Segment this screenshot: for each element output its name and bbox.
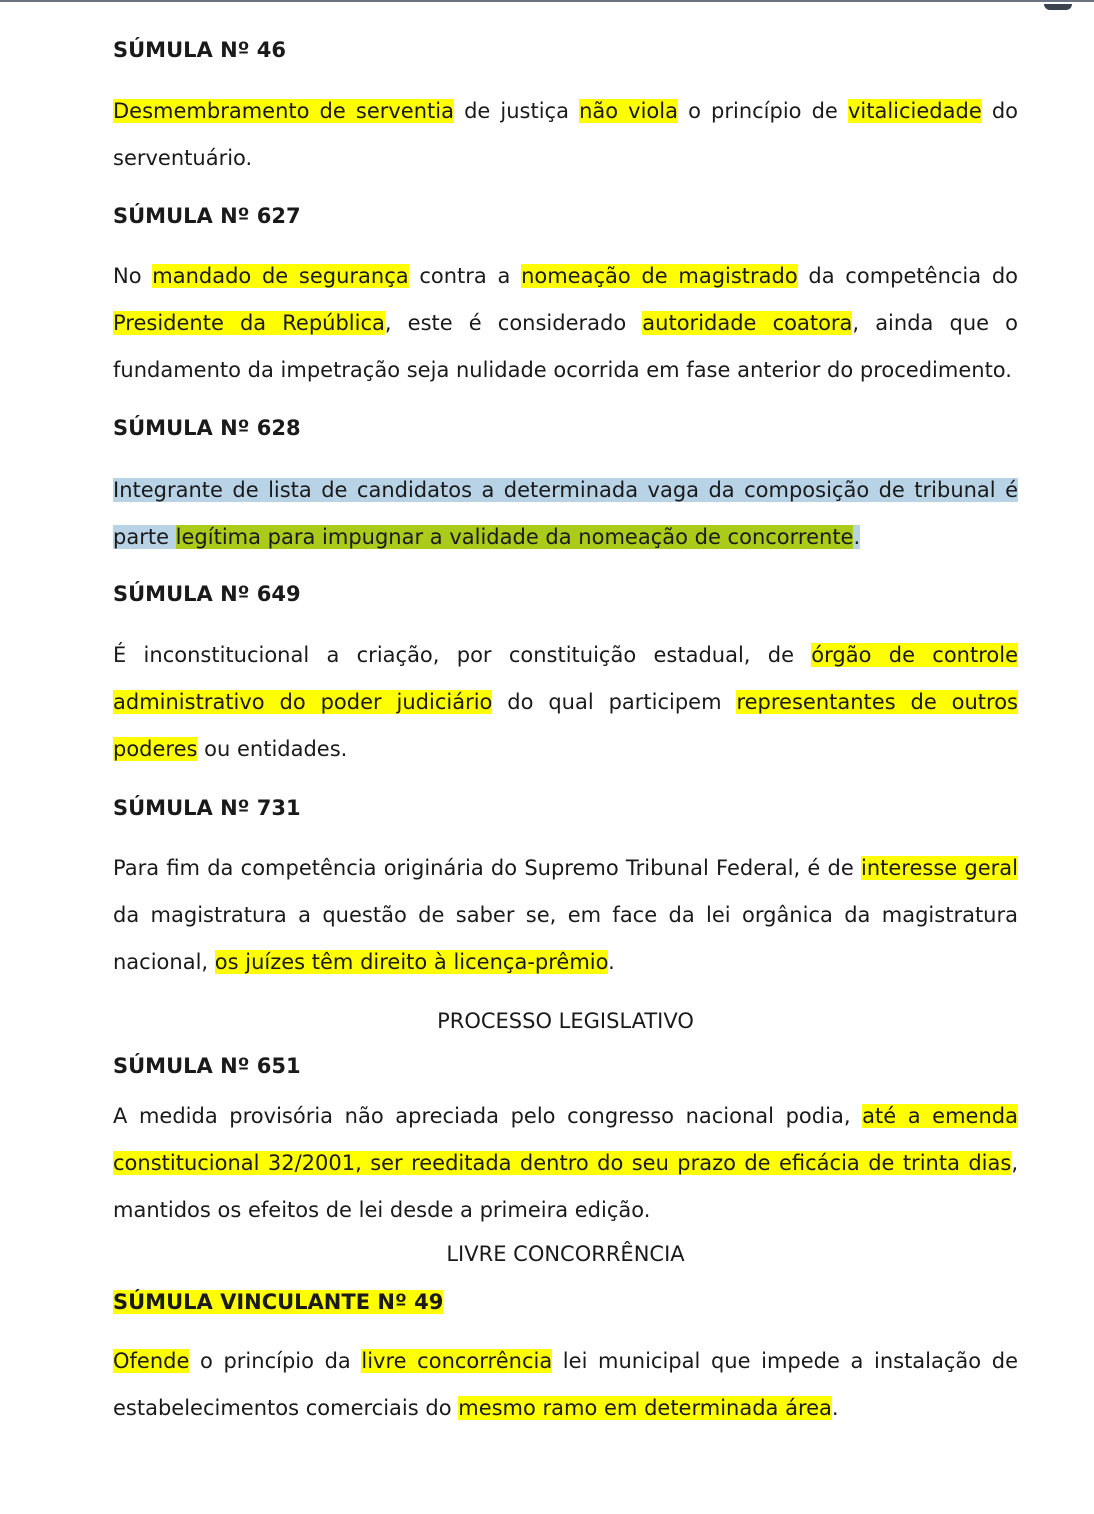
text-run: No [113,264,153,288]
text-sumula-731 [113,845,1018,986]
text-run: . [831,1396,839,1420]
text-run: contra a [408,264,522,288]
highlighted-text: Integrante de lista de candidatos a determinada vaga da composição de tribunal é parte [113,478,1018,549]
text-run: da magistratura a questão de saber se, em face da lei orgânica da magistratura nacional, [113,903,1018,974]
heading-sumula-651: SÚMULA Nº 651 [113,1054,301,1078]
heading-sumula-46: SÚMULA Nº 46 [113,38,287,62]
highlighted-text: representantes de outros poderes [113,690,1018,761]
highlighted-text: interesse geral [860,856,1018,880]
highlighted-text: autoridade coatora [642,311,853,335]
heading-sumula-731: SÚMULA Nº 731 [113,796,301,820]
text-run: lei municipal que impede a instalação de estabelecimentos comerciais do [113,1349,1018,1420]
text-run: o princípio de [678,99,848,123]
highlighted-text: Desmembramento de serventia [113,99,454,123]
corner-scroll-icon [1044,4,1072,10]
text-run: , mantidos os efeitos de lei desde a primeira edição. [113,1151,1018,1222]
highlighted-text: os juízes têm direito à licença-prêmio [214,950,609,974]
window-top-border [0,0,1094,2]
text-run: de justiça [453,99,580,123]
highlighted-text: órgão de controle administrativo do poder judiciário [113,643,1018,714]
highlighted-text: . [853,525,861,549]
text-sumula-vinculante-49 [113,1338,1018,1432]
highlighted-text: mandado de segurança [152,264,409,288]
text-run: da competência do [797,264,1018,288]
highlighted-text: nomeação de magistrado [521,264,798,288]
highlighted-text: Presidente da República [113,311,385,335]
text-run: do serventuário. [113,99,1019,170]
text-sumula-627 [113,253,1018,394]
highlighted-text: Ofende [113,1349,190,1373]
text-sumula-649 [113,632,1018,773]
heading-sumula-627: SÚMULA Nº 627 [113,204,301,228]
section-title-processo-legislativo: PROCESSO LEGISLATIVO [437,1009,694,1033]
text-sumula-628[interactable] [113,467,1018,561]
section-title-livre-concorrencia: LIVRE CONCORRÊNCIA [446,1242,685,1266]
text-run: Para fim da competência originária do Supremo Tribunal Federal, é de [113,856,861,880]
highlighted-text: vitaliciedade [847,99,982,123]
highlighted-text: livre concorrência [361,1349,553,1373]
text-run: , ainda que o fundamento da impetração seja nulidade ocorrida em fase anterior do procedimento. [113,311,1018,382]
heading-sumula-628: SÚMULA Nº 628 [113,416,301,440]
highlighted-text: legítima para impugnar a validade da nomeação de concorrente [175,525,854,549]
highlighted-text: não viola [579,99,678,123]
text-run: , este é considerado [384,311,643,335]
heading-sumula-vinculante-49: SÚMULA VINCULANTE Nº 49 [113,1290,444,1314]
text-run: É inconstitucional a criação, por constituição estadual, de [113,643,812,667]
highlighted-text: mesmo ramo em determinada área [458,1396,832,1420]
text-sumula-46 [113,88,1018,182]
text-run: ou entidades. [197,737,348,761]
highlighted-text: até a emenda constitucional 32/2001, ser reeditada dentro do seu prazo de eficácia de trinta dias [113,1104,1018,1175]
text-run: do qual participem [492,690,737,714]
text-run: o princípio da [189,1349,362,1373]
text-run: A medida provisória não apreciada pelo congresso nacional podia, [113,1104,863,1128]
heading-sumula-649: SÚMULA Nº 649 [113,582,301,606]
text-sumula-651 [113,1093,1018,1234]
text-run: . [608,950,615,974]
